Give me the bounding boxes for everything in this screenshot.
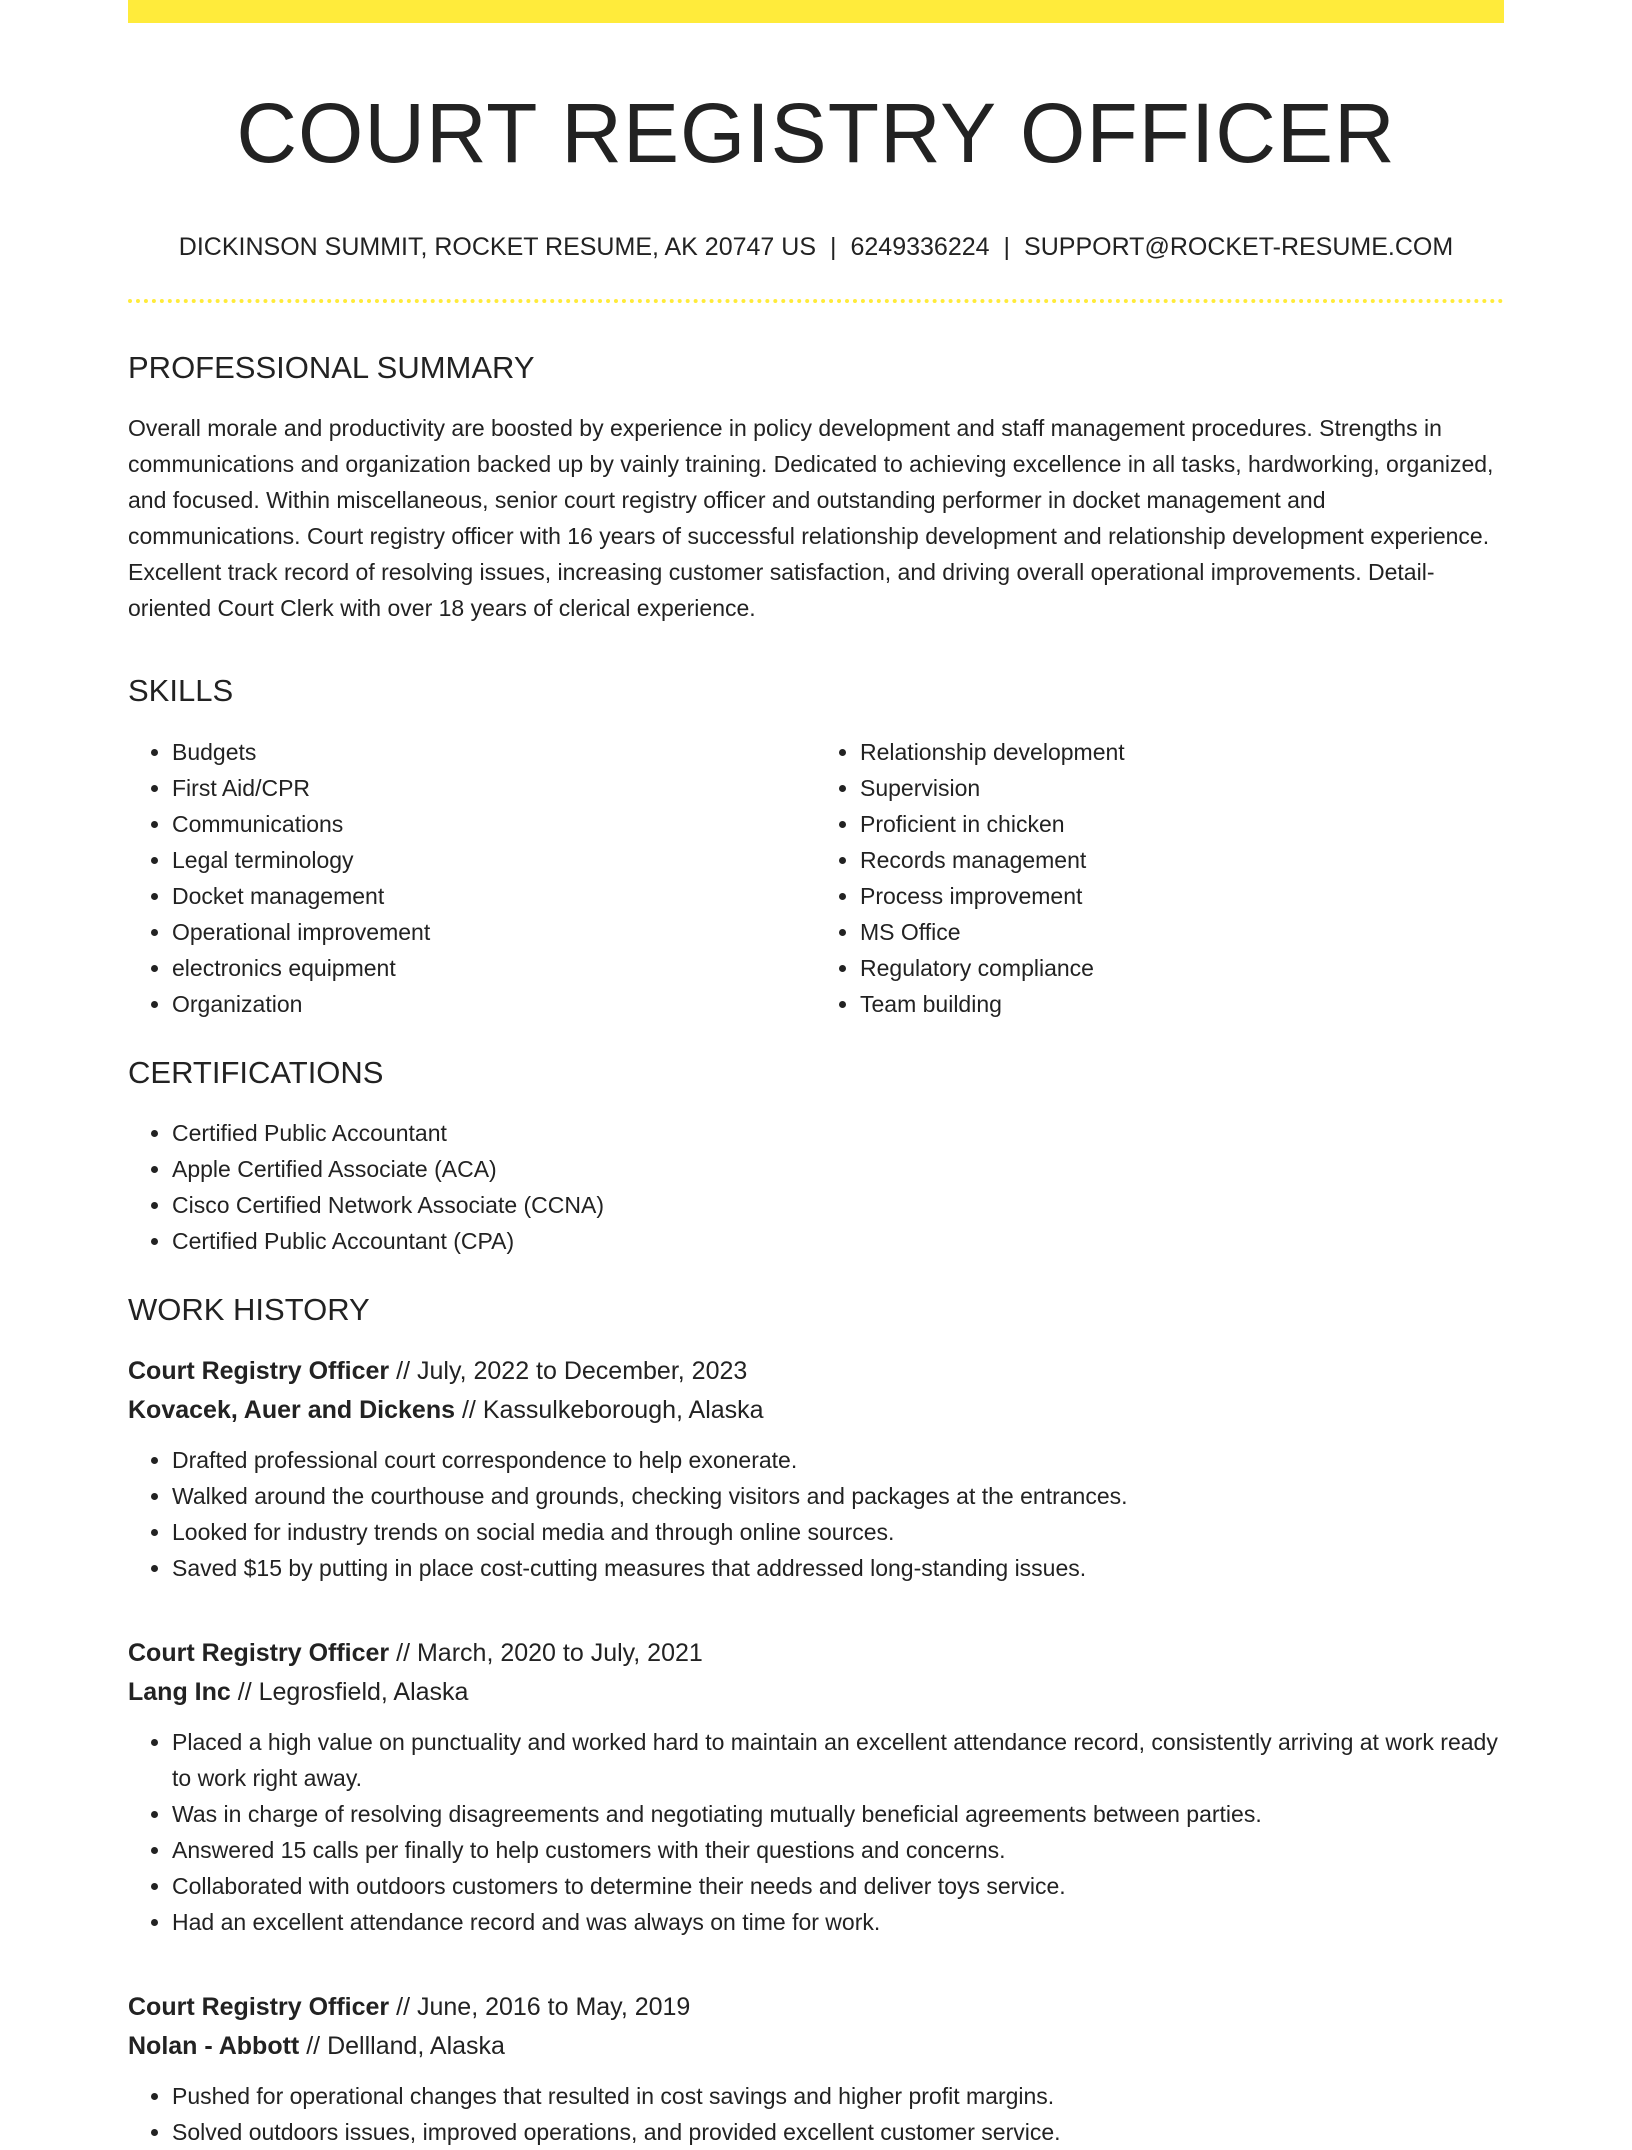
job-role: Court Registry Officer (128, 1357, 390, 1386)
skill-item: • Operational improvement (172, 914, 816, 950)
resume-page (128, 0, 1504, 2150)
job-title-line (128, 1352, 1504, 1391)
certification-item: • Certified Public Accountant (172, 1115, 1504, 1151)
skills-list-right (816, 734, 1504, 1022)
job-separator: // (306, 2032, 321, 2061)
job-dates: June, 2016 to May, 2019 (416, 1993, 691, 2022)
skill-item: • Communications (172, 806, 816, 842)
skill-item: • Organization (172, 986, 816, 1022)
job-separator: // (396, 1993, 411, 2022)
job-bullet: • Drafted professional court correspondence to help exonerate. (172, 1442, 1504, 1478)
job-separator: // (396, 1357, 411, 1386)
job-separator: // (461, 1396, 476, 1425)
certification-item: • Certified Public Accountant (CPA) (172, 1223, 1504, 1259)
skill-item: • Supervision (860, 770, 1504, 806)
contact-line (128, 231, 1504, 264)
skill-item: • Relationship development (860, 734, 1504, 770)
skill-item: • Legal terminology (172, 842, 816, 878)
job-role: Court Registry Officer (128, 1993, 390, 2022)
job-bullet: • Placed a high value on punctuality and worked hard to maintain an excellent attendance record, consistently arriving at work ready to work right away. (172, 1724, 1504, 1796)
job-bullet: • Had an excellent attendance record and was always on time for work. (172, 1904, 1504, 1940)
job-entry (128, 1634, 1504, 1940)
certifications-list (128, 1115, 1504, 1259)
skills-columns (128, 734, 1504, 1022)
job-bullet: • Saved $15 by putting in place cost-cutting measures that addressed long-standing issues. (172, 1550, 1504, 1586)
skills-list-left (128, 734, 816, 1022)
job-location: Kassulkeborough, Alaska (482, 1396, 764, 1425)
skill-item: • Proficient in chicken (860, 806, 1504, 842)
job-dates: July, 2022 to December, 2023 (416, 1357, 748, 1386)
job-bullet: • Was in charge of resolving disagreements and negotiating mutually beneficial agreements between parties. (172, 1796, 1504, 1832)
work-history-heading: WORK HISTORY (128, 1291, 370, 1327)
skill-item: • Regulatory compliance (860, 950, 1504, 986)
job-bullet: • Looked for industry trends on social media and through online sources. (172, 1514, 1504, 1550)
job-entry (128, 1988, 1504, 2150)
certifications-heading: CERTIFICATIONS (128, 1054, 384, 1090)
certification-item: • Cisco Certified Network Associate (CCNA) (172, 1187, 1504, 1223)
job-company: Kovacek, Auer and Dickens (128, 1396, 455, 1425)
job-bullet: • Pushed for operational changes that resulted in cost savings and higher profit margins. (172, 2078, 1504, 2114)
job-company-line (128, 1391, 1504, 1430)
job-entry (128, 1352, 1504, 1586)
job-dates: March, 2020 to July, 2021 (416, 1639, 703, 1668)
job-bullets (128, 2078, 1504, 2150)
skill-item: • Team building (860, 986, 1504, 1022)
header-divider (128, 299, 1504, 303)
job-bullets (128, 1442, 1504, 1586)
email-link[interactable]: SUPPORT@ROCKET-RESUME.COM (1024, 232, 1454, 261)
skill-item: • Records management (860, 842, 1504, 878)
summary-text: Overall morale and productivity are boosted by experience in policy development and staff management procedures. Strengths in communications and organization backed up by vainly training. Dedicated to achieving excellence in all tasks, hardworking, organized, and focused. Within miscellaneous, senior court registry officer and outstanding performer in docket management and communications. Court registry officer with 16 years of successful relationship development and relationship development experience. Excellent track record of resolving issues, increasing customer satisfaction, and driving overall operational improvements. Detail-oriented Court Clerk with over 18 years of clerical experience. (128, 415, 1494, 622)
accent-bar (128, 0, 1504, 23)
job-company-line (128, 1673, 1504, 1712)
skill-item: • MS Office (860, 914, 1504, 950)
phone: 6249336224 (850, 232, 990, 261)
skills-heading: SKILLS (128, 673, 234, 709)
job-bullet: • Answered 15 calls per finally to help customers with their questions and concerns. (172, 1832, 1504, 1868)
skill-item: • electronics equipment (172, 950, 816, 986)
job-separator: // (396, 1639, 411, 1668)
job-company: Nolan - Abbott (128, 2032, 300, 2061)
job-role: Court Registry Officer (128, 1639, 390, 1668)
skill-item: • Process improvement (860, 878, 1504, 914)
job-location: Legrosfield, Alaska (258, 1678, 469, 1707)
contact-separator: | (830, 232, 837, 261)
address: DICKINSON SUMMIT, ROCKET RESUME, AK 20747 US (178, 232, 816, 261)
job-bullet: • Solved outdoors issues, improved operations, and provided excellent customer service. (172, 2114, 1504, 2150)
resume-title: COURT REGISTRY OFFICER (236, 86, 1396, 180)
skill-item: • Docket management (172, 878, 816, 914)
summary-heading: PROFESSIONAL SUMMARY (128, 350, 535, 386)
job-bullet: • Walked around the courthouse and grounds, checking visitors and packages at the entrances. (172, 1478, 1504, 1514)
job-bullets (128, 1724, 1504, 1940)
job-title-line (128, 1988, 1504, 2027)
certification-item: • Apple Certified Associate (ACA) (172, 1151, 1504, 1187)
job-company: Lang Inc (128, 1678, 231, 1707)
job-company-line (128, 2027, 1504, 2066)
job-separator: // (237, 1678, 252, 1707)
skill-item: • Budgets (172, 734, 816, 770)
contact-separator: | (1003, 232, 1011, 261)
job-bullet: • Collaborated with outdoors customers to determine their needs and deliver toys service. (172, 1868, 1504, 1904)
job-title-line (128, 1634, 1504, 1673)
skill-item: • First Aid/CPR (172, 770, 816, 806)
job-location: Dellland, Alaska (327, 2032, 505, 2061)
